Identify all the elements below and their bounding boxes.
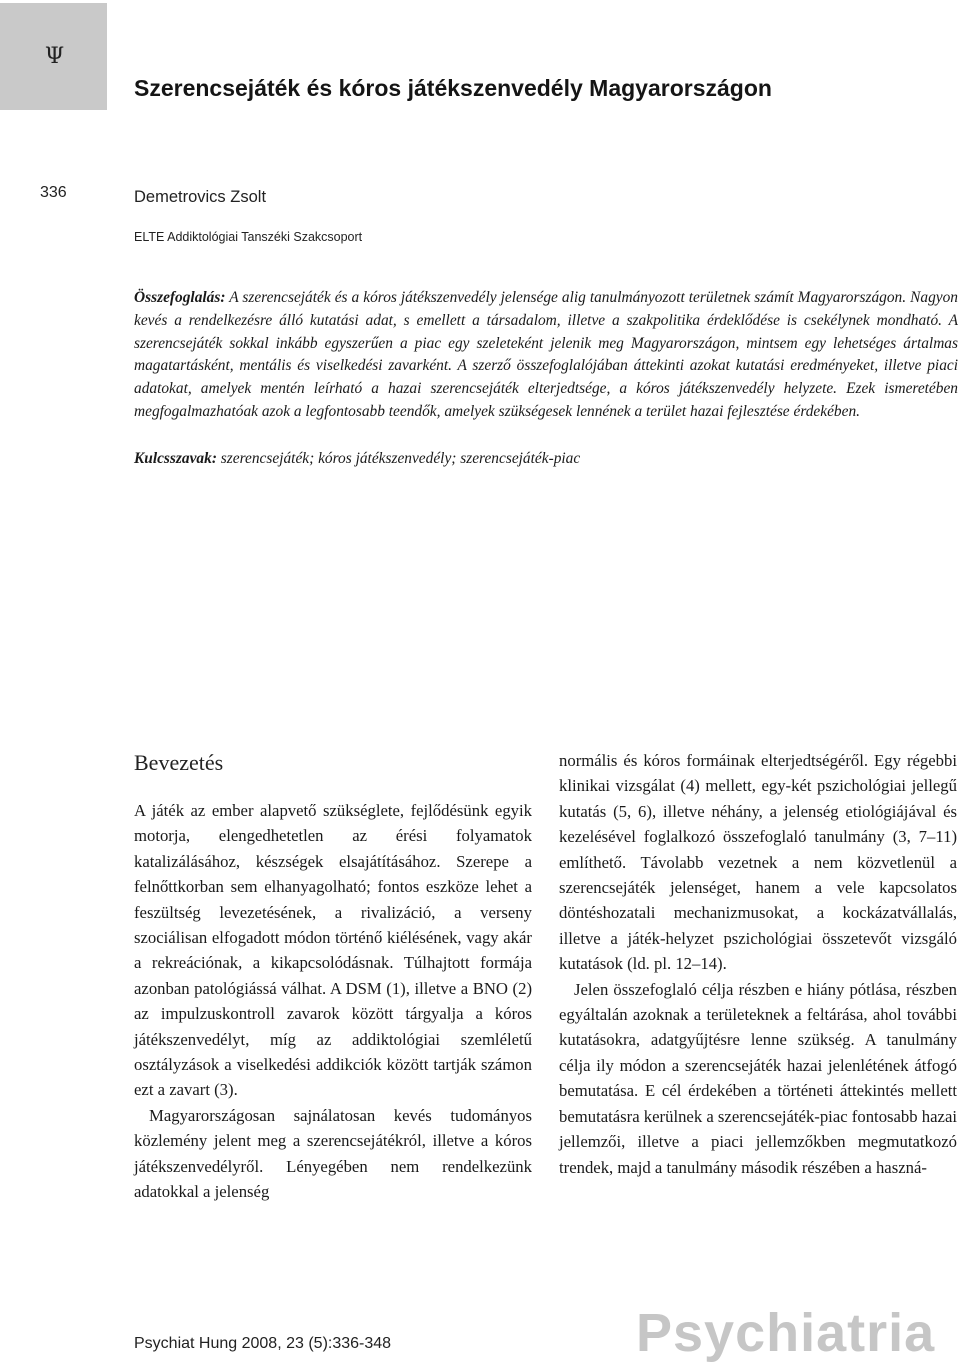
body-column-right	[559, 748, 957, 1180]
psi-symbol-icon: Ψ	[44, 44, 65, 69]
journal-logo: Psychiatria	[636, 1303, 936, 1363]
body-paragraph: Magyarországosan sajnálatosan kevés tudományos közlemény jelent meg a szerencsejátékról, illetve a kóros játékszenvedélyről. Lényegében nem rendelkezünk adatokkal a jelenség	[134, 1105, 532, 1202]
keywords	[134, 448, 958, 471]
keywords-label: Kulcsszavak:	[134, 450, 217, 467]
section-heading: Bevezetés	[134, 750, 224, 775]
journal-citation: Psychiat Hung 2008, 23 (5):336-348	[134, 1335, 392, 1352]
abstract	[134, 287, 958, 424]
body-paragraph: Jelen összefoglaló célja részben e hiány pótlása, részben egyáltalán azoknak a területeknek a feltárása, ahol további kutatásokra, adatgyűjtésre lenne szükség. A tanulmány célja ily módon a szerencsejáték hazai jelenlétének átfogó bemutatása. E cél érdekében a történeti áttekintés mellett bemutatásra kerülnek a szerencsejáték-piac fontosabb hazai jellemzői, illetve a piaci jellemzőkben megmutatkozó trendek, majd a tanulmány második részében a haszná-	[559, 979, 957, 1177]
body-paragraph: normális és kóros formáinak elterjedtségéről. Egy régebbi klinikai vizsgálat (4) mellett, egy-két pszichológiai jellegű kutatás (5, 6), illetve néhány, a jelenség etiológiájával és kezelésével foglalkozó összefoglaló tanulmány (3, 7–11) említhető. Távolabb vezetnek a nem közvetlenül a szerencsejáték jelenséget, hanem a vele kapcsolatos döntéshozatali mechanizmusokat, a kockázatvállalás, illetve a játék-helyzet pszichológiai összetevőt vizsgáló kutatások (ld. pl. 12–14).	[559, 751, 957, 974]
body-column-left	[134, 798, 532, 1205]
article-title: Szerencsejáték és kóros játékszenvedély Magyarországon	[134, 75, 772, 101]
author-affiliation: ELTE Addiktológiai Tanszéki Szakcsoport	[134, 230, 363, 244]
keywords-text: szerencsejáték; kóros játékszenvedély; szerencsejáték-piac	[216, 450, 581, 467]
psi-logo-box	[0, 3, 107, 110]
abstract-text: A szerencsejáték és a kóros játékszenvedély jelensége alig tanulmányozott területnek számít Magyarországon. Nagyon kevés a rendelkezésre álló kutatási adat, s emellett a társadalom, illetve a szakpolitika érdeklődése is csekélynek mondható. A szerencsejáték sokkal inkább egyszerűen a piac egy szeleteként jelenik meg Magyarországon, mintsem egy lehetséges ártalmas magatartásként, mentális és viselkedési zavarként. A szerző összefoglalójában áttekinti azokat kutatási eredményeket, illetve piaci adatokat, amelyek mentén leírható a hazai szerencsejáték elterjedtsége, a kóros játékszenvedély helyzete. Ezek ismeretében megfogalmazhatóak azok a legfontosabb teendők, amelyek szükségesek lennének a terület hazai fejlesztése érdekében.	[134, 289, 958, 420]
body-paragraph: A játék az ember alapvető szükséglete, fejlődésünk egyik motorja, elengedhetetlen az érési folyamatok katalizálásához, készségek elsajátításához. Szerepe a felnőttkorban sem elhanyagolható; fontos eszköze lehet a feszültség levezetésének, a rivalizáció, a verseny szociálisan elfogadott módon történő kiélésének, vagy akár a rekreációnak, a kikapcsolódásnak. Túlhajtott formája azonban patológiássá válhat. A DSM (1), illetve a BNO (2) az impulzuskontroll zavarok között tárgyalja a kóros játékszenvedélyt, míg az addiktológiai szemléletű osztályzások a viselkedési addikciók között tartják számon ezt a zavart (3).	[134, 801, 532, 1100]
page-number: 336	[40, 184, 67, 201]
abstract-label: Összefoglalás:	[134, 289, 226, 306]
author-name: Demetrovics Zsolt	[134, 188, 267, 206]
